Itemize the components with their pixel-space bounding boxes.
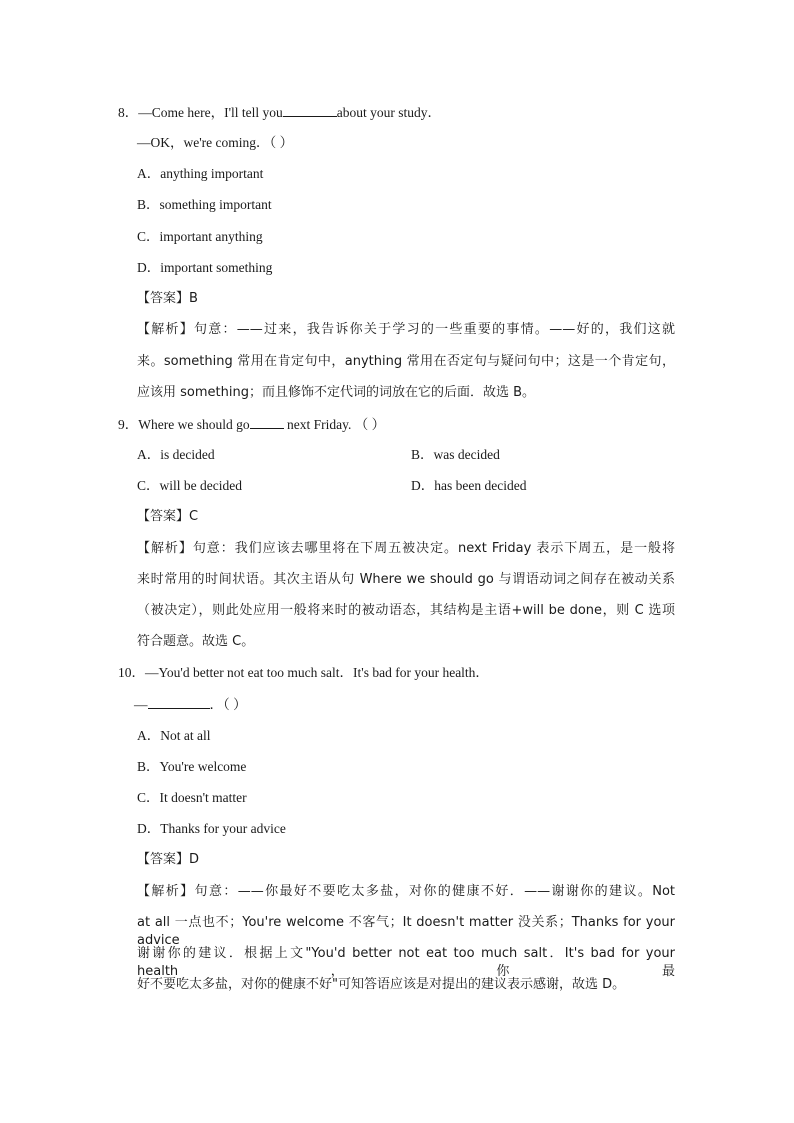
q10-blank <box>148 695 210 709</box>
q9-number: 9． <box>118 417 139 432</box>
q10-reply-after: ．（ ） <box>209 697 247 712</box>
q10-number: 10． <box>118 665 145 680</box>
q10-stem <box>118 664 489 682</box>
q8-option-b: B．something important <box>137 197 272 212</box>
q9-stem <box>118 415 385 434</box>
q9-option-c: C．will be decided <box>137 478 242 493</box>
q10-analysis-line-4: 好不要吃太多盐，对你的健康不好"可知答语应该是对提出的建议表示感谢，故选 D。 <box>137 977 626 992</box>
q9-blank <box>250 415 284 429</box>
q9-option-b: B．was decided <box>411 447 500 462</box>
q8-analysis-line-1: 【解析】句意：——过来，我告诉你关于学习的一些重要的事情。——好的，我们这就 <box>137 322 675 337</box>
q10-option-b: B．You're welcome <box>137 759 247 774</box>
q10-analysis-line-1: 【解析】句意：——你最好不要吃太多盐，对你的健康不好．——谢谢你的建议。Not <box>137 884 675 899</box>
q8-stem-before: —Come here，I'll tell you <box>138 105 283 120</box>
q8-option-a: A．anything important <box>137 166 264 181</box>
q10-analysis-line-2: at all 一点也不；You're welcome 不客气；It doesn't matter 没关系；Thanks for your advice <box>137 915 675 948</box>
q8-option-d: D．important something <box>137 260 273 275</box>
q10-option-c: C．It doesn't matter <box>137 790 247 805</box>
q9-option-a: A．is decided <box>137 447 215 462</box>
q8-option-c: C．important anything <box>137 229 263 244</box>
q9-stem-after: next Friday. （ ） <box>283 417 386 432</box>
q10-option-a: A．Not at all <box>137 728 211 743</box>
q8-reply: —OK，we're coming．（ ） <box>137 135 294 150</box>
q9-analysis-line-1: 【解析】句意：我们应该去哪里将在下周五被决定。next Friday 表示下周五，是一般将 <box>137 541 675 556</box>
q10-analysis-line-3: 谢谢你的建议．根据上文"You'd better not eat too much salt．It's bad for your health，你最 <box>137 946 675 979</box>
q10-answer: 【答案】D <box>137 852 200 867</box>
q8-blank <box>283 103 337 117</box>
q9-analysis-line-2: 来时常用的时间状语。其次主语从句 Where we should go 与谓语动词之间存在被动关系 <box>137 572 675 587</box>
q10-stem-text: —You'd better not eat too much salt．It's bad for your health． <box>145 665 489 680</box>
q8-analysis-line-2: 来。something 常用在肯定句中，anything 常用在否定句与疑问句中；这是一个肯定句， <box>137 354 675 369</box>
q9-analysis-line-3: （被决定），则此处应用一般将来时的被动语态，其结构是主语+will be done，则 C 选项 <box>137 603 675 618</box>
q9-analysis-line-4: 符合题意。故选 C。 <box>137 634 255 649</box>
q9-stem-before: Where we should go <box>138 417 250 432</box>
q8-stem <box>118 103 441 122</box>
q10-reply <box>134 695 247 714</box>
q9-option-d: D．has been decided <box>411 478 527 493</box>
q10-option-d: D．Thanks for your advice <box>137 821 286 836</box>
q8-number: 8． <box>118 105 139 120</box>
q10-reply-dash: — <box>134 697 148 712</box>
q9-answer: 【答案】C <box>137 509 199 524</box>
q8-stem-after: about your study． <box>336 105 442 120</box>
q8-answer: 【答案】B <box>137 291 198 306</box>
q8-analysis-line-3: 应该用 something；而且修饰不定代词的词放在它的后面．故选 B。 <box>137 385 536 400</box>
